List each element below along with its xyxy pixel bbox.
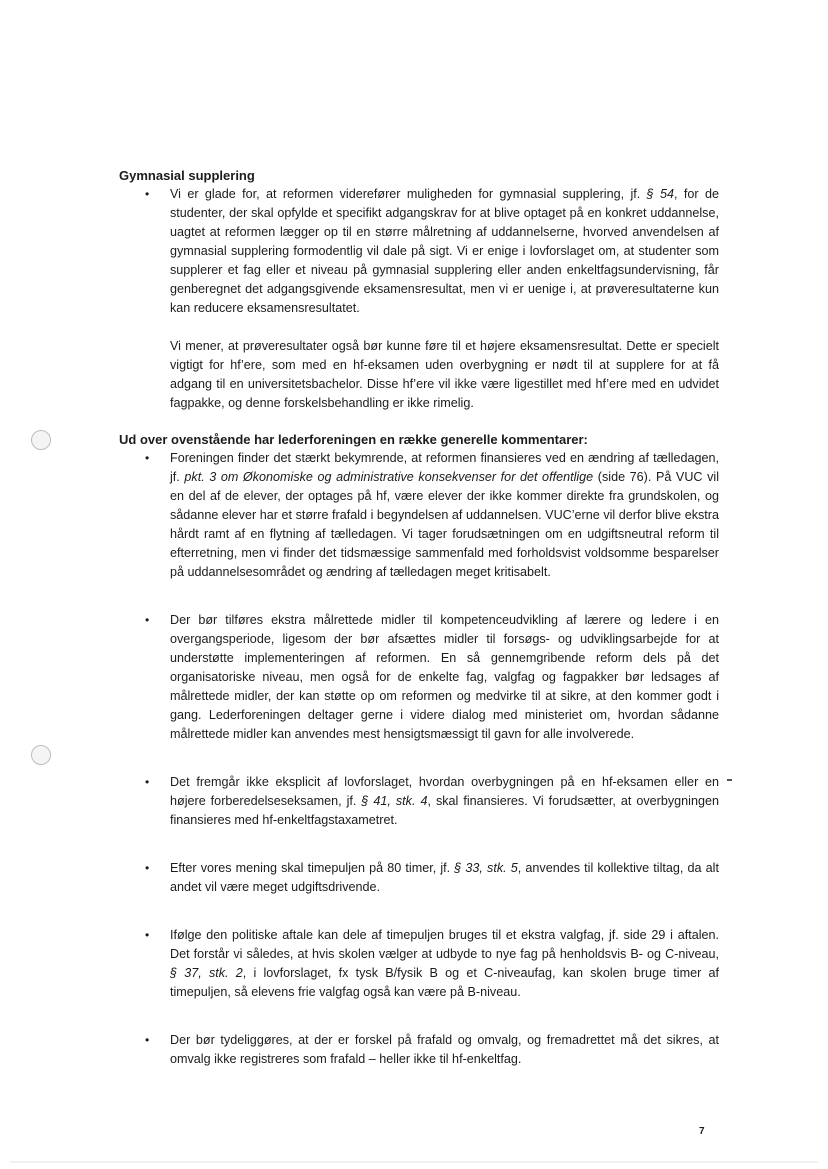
bullet-item	[119, 926, 719, 1002]
body-text: , anvendes til kollektive tiltag, da alt andet vil være meget udgiftsdrivende.	[170, 861, 719, 894]
bullet-paragraph	[170, 185, 719, 318]
section-heading-general-comments: Ud over ovenstående har lederforeningen en række generelle kommentarer:	[119, 432, 588, 447]
bullet-item	[119, 1031, 719, 1069]
punch-hole-top	[31, 430, 51, 450]
bullet-paragraph	[170, 773, 719, 830]
body-text: Der bør tydeliggøres, at der er forskel på frafald og omvalg, og fremadrettet må det sikres, at omvalg ikke registreres som frafald – heller ikke til hf-enkeltfag.	[170, 1033, 719, 1066]
bullet-marker: •	[145, 861, 150, 875]
reference-text: § 33, stk. 5	[454, 861, 518, 875]
bullet-paragraph	[170, 859, 719, 897]
bullet-marker: •	[145, 613, 150, 627]
body-text: Vi mener, at prøveresultater også bør kunne føre til et højere eksamensresultat. Dette er specielt vigtigt for hf’ere, som med en hf-eksamen uden overbygning er nødt til at supplere for at få adgang til en universitetsbachelor. Disse hf’ere vil ikke være ligestillet med hf’ere med en udvidet fagpakke, og denne forskelsbehandling er ikke rimelig.	[170, 339, 719, 410]
section-heading-gymnasial-supplering: Gymnasial supplering	[119, 168, 255, 183]
bullet-list-section2	[119, 449, 719, 1069]
body-text: Ifølge den politiske aftale kan dele af timepuljen bruges til et ekstra valgfag, jf. side 29 i aftalen. Det forstår vi således, at hvis skolen vælger at udbyde to nye fag på henholdsvis B- og C-niveau,	[170, 928, 719, 961]
scan-edge	[10, 1161, 818, 1163]
body-text: Vi er glade for, at reformen viderefører muligheden for gymnasial supplering, jf.	[170, 187, 647, 201]
reference-text: § 54	[646, 187, 675, 201]
bullet-marker: •	[145, 451, 150, 465]
bullet-paragraph	[170, 926, 719, 1002]
body-text: , skal finansieres. Vi forudsætter, at overbygningen finansieres med hf-enkeltfagstaxametret.	[170, 794, 719, 827]
bullet-paragraph	[170, 337, 719, 413]
bullet-item	[119, 859, 719, 897]
body-text: , i lovforslaget, fx tysk B/fysik B og et C-niveaufag, kan skolen bruge timer af timepuljen, så elevens frie valgfag også kan være på B-niveau.	[170, 966, 719, 999]
bullet-marker: •	[145, 928, 150, 942]
reference-text: § 41, stk. 4	[361, 794, 428, 808]
body-text: (side 76). På VUC vil en del af de elever, der optages på hf, være elever der ikke kommer direkte fra grundskolen, og sådanne elever har et større frafald i begyndelsen af uddannelsen. VUC’erne vil derfor blive ekstra hårdt ramt af en flytning af tælledagen. Vi tager forudsætningen om en udgiftsneutral reform til efterretning, men vi finder det tidsmæssige sammenfald med forholdsvist voldsomme besparelser på uddannelsesområdet og ændring af tælledagen meget kritisabelt.	[170, 470, 720, 579]
bullet-item	[119, 611, 719, 744]
body-text: Efter vores mening skal timepuljen på 80 timer, jf.	[170, 861, 455, 875]
stray-mark	[727, 779, 732, 781]
bullet-list-section1	[119, 185, 719, 413]
bullet-item	[119, 185, 719, 413]
body-text: Det fremgår ikke eksplicit af lovforslaget, hvordan overbygningen på en hf-eksamen eller en højere forberedelseseksamen, jf.	[170, 775, 719, 808]
bullet-paragraph	[170, 1031, 719, 1069]
document-body	[119, 166, 719, 1069]
page-number: 7	[699, 1126, 705, 1137]
bullet-paragraph	[170, 611, 719, 744]
body-text: , for de studenter, der skal opfylde et specifikt adgangskrav for at blive optaget på en konkret uddannelse, uagtet at reformen lægger op til en større målretning af uddannelserne, hvorved anvendelsen af gymnasial supplering formodentlig vil dale på sigt. Vi er enige i lovforslaget om, at studenter som supplerer et fag eller et niveau på gymnasial supplering eller anden enkeltfagsundervisning, får genberegnet det adgangsgivende eksamensresultat, men vi er uenige i, at prøveresultaterne kun kan reducere eksamensresultatet.	[170, 187, 719, 315]
reference-text: § 37, stk. 2	[170, 966, 243, 980]
body-text: Der bør tilføres ekstra målrettede midler til kompetenceudvikling af lærere og ledere i en overgangsperiode, ligesom der bør afsættes midler til forsøgs- og udviklingsarbejde for at understøtte implementeringen af reformen. En så gennemgribende reform dels på det organisatoriske niveau, men også for de enkelte fag, valgfag og fagpakker bør ledsages af målrettede midler, der kan støtte op om reformen og medvirke til at sikre, at den kommer godt i gang. Lederforeningen deltager gerne i videre dialog med ministeriet om, hvordan sådanne målrettede midler kan anvendes mest hensigtsmæssigt til gavn for alle involverede.	[170, 613, 719, 741]
bullet-item	[119, 773, 719, 830]
bullet-item	[119, 449, 719, 582]
bullet-paragraph	[170, 449, 719, 582]
reference-text: pkt. 3 om Økonomiske og administrative konsekvenser for det offentlige	[184, 470, 594, 484]
body-text: Foreningen finder det stærkt bekymrende, at reformen finansieres ved en ændring af tælledagen, jf.	[170, 451, 719, 484]
bullet-marker: •	[145, 187, 150, 201]
bullet-marker: •	[145, 775, 150, 789]
bullet-marker: •	[145, 1033, 150, 1047]
punch-hole-bottom	[31, 745, 51, 765]
